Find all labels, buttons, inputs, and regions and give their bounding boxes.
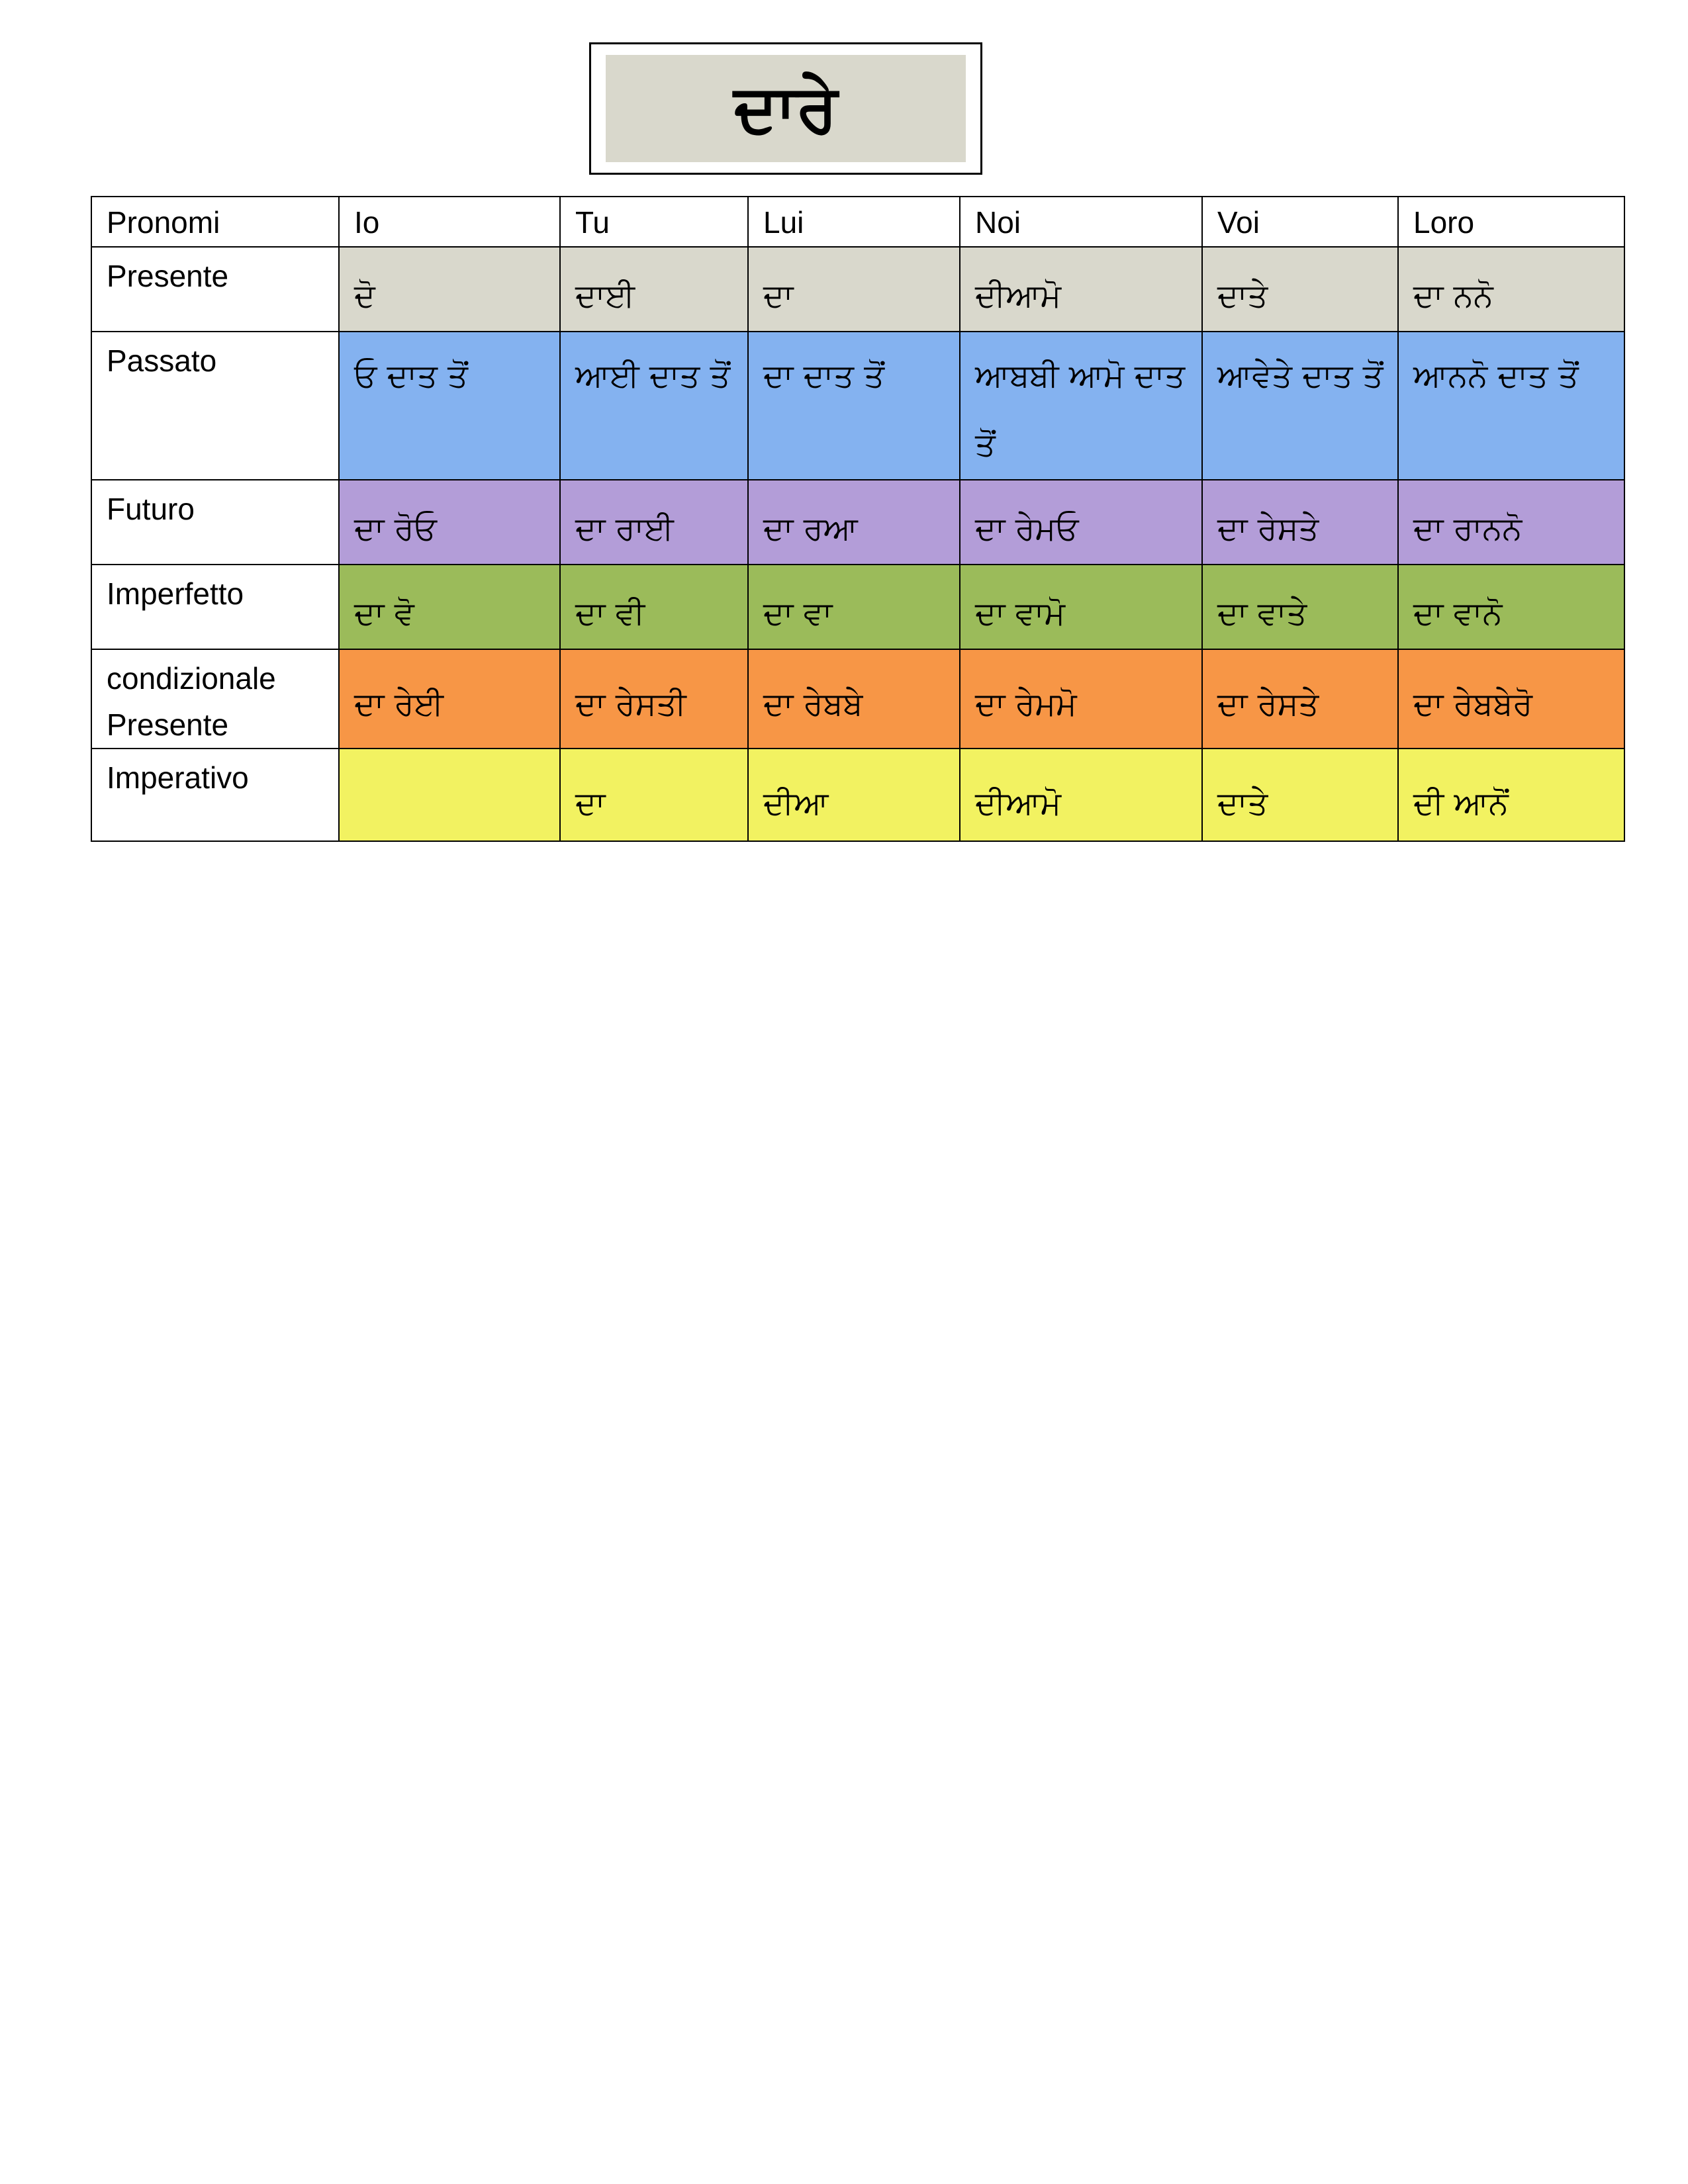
cell-imperfetto-io: ਦਾ ਵੋ (339, 565, 560, 649)
header-pronomi: Pronomi (91, 197, 339, 247)
header-tu: Tu (560, 197, 748, 247)
cell-passato-io: ਓ ਦਾਤ ਤੋਂ (339, 332, 560, 480)
cell-presente-noi: ਦੀਆਮੋ (960, 247, 1202, 332)
cell-passato-lui: ਦਾ ਦਾਤ ਤੋਂ (748, 332, 960, 480)
row-presente (91, 247, 1624, 332)
cell-imperfetto-tu: ਦਾ ਵੀ (560, 565, 748, 649)
cell-presente-loro: ਦਾ ਨਨੋ (1398, 247, 1624, 332)
cell-passato-loro: ਆਨਨੋ ਦਾਤ ਤੋਂ (1398, 332, 1624, 480)
title-box (589, 42, 982, 175)
cell-presente-voi: ਦਾਤੇ (1202, 247, 1398, 332)
cell-imperfetto-lui: ਦਾ ਵਾ (748, 565, 960, 649)
row-condizionale-presente (91, 649, 1624, 749)
cell-imperativo-io (339, 749, 560, 841)
label-imperfetto: Imperfetto (91, 565, 339, 649)
cell-presente-lui: ਦਾ (748, 247, 960, 332)
conjugation-table (91, 196, 1625, 842)
cell-futuro-loro: ਦਾ ਰਾਨਨੋ (1398, 480, 1624, 565)
label-presente: Presente (91, 247, 339, 332)
label-condizionale: condizionale (107, 661, 276, 696)
cell-presente-tu: ਦਾਈ (560, 247, 748, 332)
cell-futuro-tu: ਦਾ ਰਾਈ (560, 480, 748, 565)
cell-passato-tu: ਆਈ ਦਾਤ ਤੋਂ (560, 332, 748, 480)
cell-condizionale-noi: ਦਾ ਰੇਮਮੋ (960, 649, 1202, 749)
cell-futuro-noi: ਦਾ ਰੇਮਓ (960, 480, 1202, 565)
cell-futuro-lui: ਦਾ ਰਆ (748, 480, 960, 565)
cell-imperfetto-loro: ਦਾ ਵਾਨੋ (1398, 565, 1624, 649)
label-condizionale-presente-line2: Presente (107, 707, 229, 742)
header-lui: Lui (748, 197, 960, 247)
cell-imperfetto-noi: ਦਾ ਵਾਮੋ (960, 565, 1202, 649)
label-condizionale-presente (91, 649, 339, 749)
header-voi: Voi (1202, 197, 1398, 247)
label-futuro: Futuro (91, 480, 339, 565)
label-imperativo: Imperativo (91, 749, 339, 841)
cell-condizionale-tu: ਦਾ ਰੇਸਤੀ (560, 649, 748, 749)
row-imperfetto (91, 565, 1624, 649)
label-passato: Passato (91, 332, 339, 480)
cell-imperfetto-voi: ਦਾ ਵਾਤੇ (1202, 565, 1398, 649)
cell-imperativo-loro: ਦੀ ਆਨੋਂ (1398, 749, 1624, 841)
cell-passato-noi: ਆਬਬੀ ਆਮੋ ਦਾਤ ਤੋਂ (960, 332, 1202, 480)
row-passato (91, 332, 1624, 480)
cell-imperativo-voi: ਦਾਤੇ (1202, 749, 1398, 841)
verb-title: ਦਾਰੇ (733, 69, 838, 147)
cell-imperativo-lui: ਦੀਆ (748, 749, 960, 841)
header-row (91, 197, 1624, 247)
cell-futuro-io: ਦਾ ਰੋਓ (339, 480, 560, 565)
cell-condizionale-lui: ਦਾ ਰੇਬਬੇ (748, 649, 960, 749)
cell-imperativo-tu: ਦਾ (560, 749, 748, 841)
cell-presente-io: ਦੋ (339, 247, 560, 332)
header-noi: Noi (960, 197, 1202, 247)
row-futuro (91, 480, 1624, 565)
header-loro: Loro (1398, 197, 1624, 247)
header-io: Io (339, 197, 560, 247)
cell-futuro-voi: ਦਾ ਰੇਸਤੇ (1202, 480, 1398, 565)
cell-condizionale-io: ਦਾ ਰੇਈ (339, 649, 560, 749)
cell-condizionale-voi: ਦਾ ਰੇਸਤੇ (1202, 649, 1398, 749)
cell-passato-voi: ਆਵੇਤੇ ਦਾਤ ਤੋਂ (1202, 332, 1398, 480)
cell-condizionale-loro: ਦਾ ਰੇਬਬੇਰੋ (1398, 649, 1624, 749)
title-shading (606, 55, 966, 162)
row-imperativo (91, 749, 1624, 841)
cell-imperativo-noi: ਦੀਆਮੋ (960, 749, 1202, 841)
